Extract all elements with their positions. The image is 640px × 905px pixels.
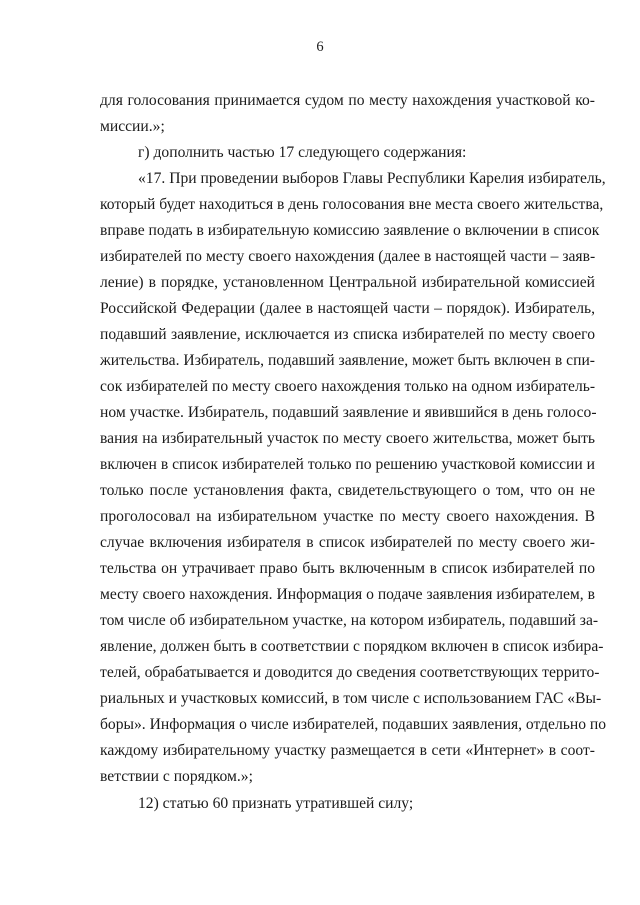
- text-line: случае включения избирателя в список избирателей по месту своего жи-: [100, 534, 595, 551]
- text-line: который будет находиться в день голосования вне места своего жительства,: [100, 196, 604, 213]
- text-line: телей, обрабатывается и доводится до сведения соответствующих террито-: [100, 664, 600, 681]
- text-line: том числе об избирательном участке, на котором избиратель, подавший за-: [100, 612, 599, 629]
- text-line: ветствии с порядком.»;: [100, 768, 253, 785]
- text-line: ном участке. Избиратель, подавший заявление и явившийся в день голосо-: [100, 404, 597, 421]
- text-line: только после установления факта, свидетельствующего о том, что он не: [100, 482, 595, 499]
- text-line: включен в список избирателей только по решению участковой комиссии и: [100, 456, 595, 473]
- text-line: для голосования принимается судом по месту нахождения участковой ко-: [100, 92, 595, 109]
- text-line: явление, должен быть в соответствии с порядком включен в список избира-: [100, 638, 604, 655]
- text-line: риальных и участковых комиссий, в том числе с использованием ГАС «Вы-: [100, 690, 602, 707]
- text-line: избирателей по месту своего нахождения (далее в настоящей части – заяв-: [100, 248, 596, 265]
- text-line: месту своего нахождения. Информация о подаче заявления избирателем, в: [100, 586, 595, 603]
- text-line: ление) в порядке, установленном Центральной избирательной комиссией: [100, 274, 595, 291]
- text-line: г) дополнить частью 17 следующего содержания:: [138, 144, 467, 161]
- text-line: жительства. Избиратель, подавший заявление, может быть включен в спи-: [100, 352, 595, 369]
- text-line: боры». Информация о числе избирателей, подавших заявления, отдельно по: [100, 716, 607, 733]
- text-line: тельства он утрачивает право быть включенным в список избирателей по: [100, 560, 595, 577]
- text-line: сок избирателей по месту своего нахождения только на одном избиратель-: [100, 378, 596, 395]
- text-line: проголосовал на избирательном участке по месту своего нахождения. В: [100, 508, 595, 525]
- text-line: подавший заявление, исключается из списка избирателей по месту своего: [100, 326, 595, 343]
- text-line: каждому избирательному участку размещается в сети «Интернет» в соот-: [100, 742, 595, 759]
- page-number: 6: [316, 39, 324, 55]
- text-line: вания на избирательный участок по месту своего жительства, может быть: [100, 430, 595, 447]
- text-line: миссии.»;: [100, 118, 165, 135]
- text-line: Российской Федерации (далее в настоящей части – порядок). Избиратель,: [100, 300, 595, 317]
- text-line: «17. При проведении выборов Главы Республики Карелия избиратель,: [138, 170, 606, 187]
- text-line: 12) статью 60 признать утратившей силу;: [138, 795, 414, 812]
- text-line: вправе подать в избирательную комиссию заявление о включении в список: [100, 222, 600, 239]
